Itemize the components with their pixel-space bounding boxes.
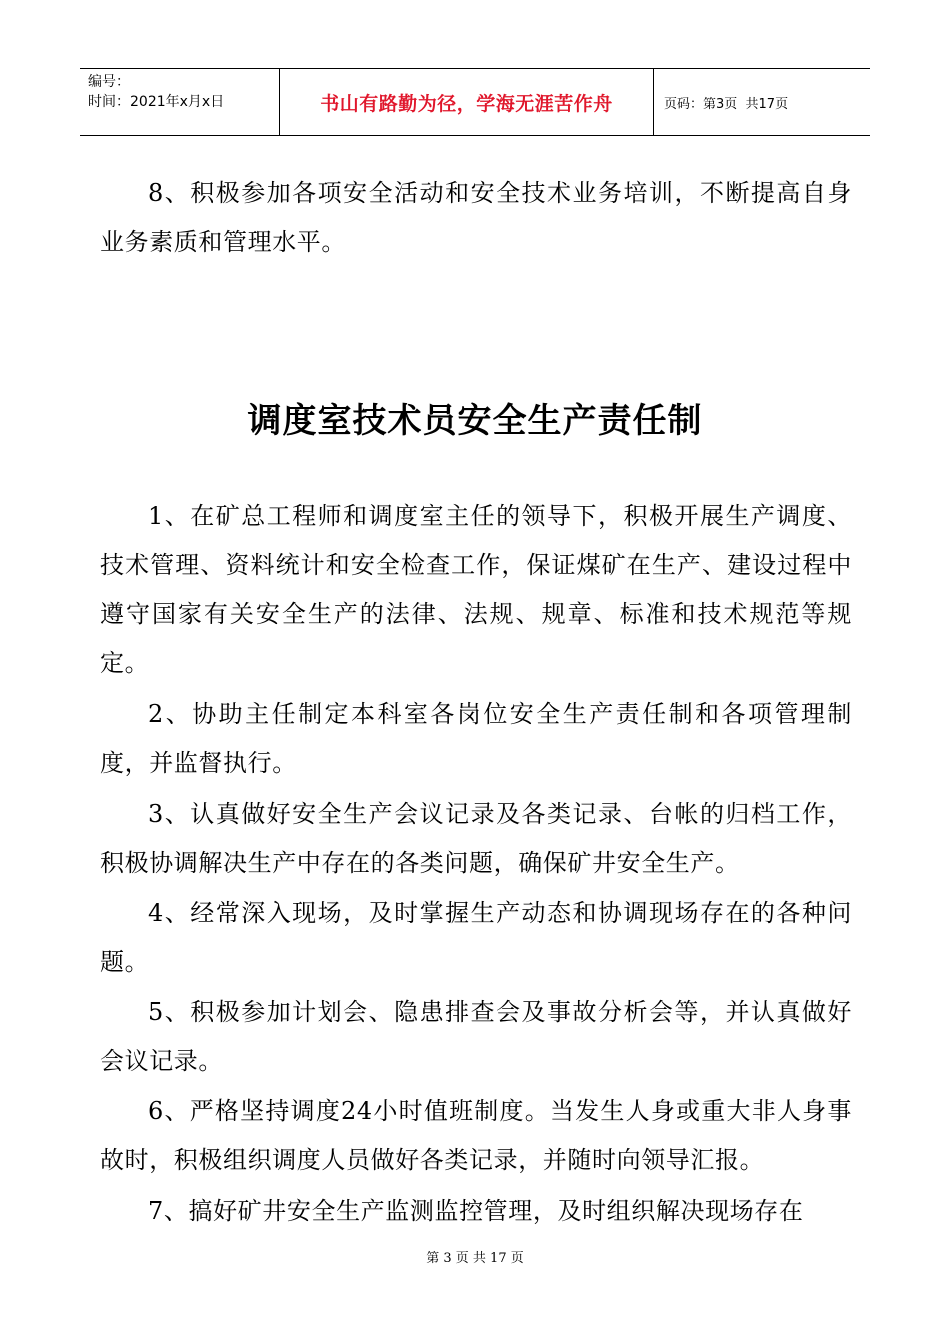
header-meta <box>80 69 280 135</box>
carryover-paragraph: 8、积极参加各项安全活动和安全技术业务培训，不断提高自身业务素质和管理水平。 <box>100 179 852 256</box>
page-info-text: 页码：第3页 共17页 <box>664 96 789 112</box>
document-number-label: 编号： <box>88 74 130 90</box>
section-title: 调度室技术员安全生产责任制 <box>247 401 703 441</box>
page-footer: 第 3 页 共 17 页 <box>426 1251 524 1266</box>
paragraph-7: 7、搞好矿井安全生产监测监控管理，及时组织解决现场存在 <box>148 1197 804 1225</box>
document-header <box>80 68 870 136</box>
header-page-info <box>654 69 870 135</box>
paragraph-4: 4、经常深入现场，及时掌握生产动态和协调现场存在的各种问题。 <box>100 899 852 976</box>
paragraph-5: 5、积极参加计划会、隐患排查会及事故分析会等，并认真做好会议记录。 <box>100 998 852 1075</box>
paragraph-6: 6、严格坚持调度24小时值班制度。当发生人身或重大非人身事故时，积极组织调度人员做好各类记录，并随时向领导汇报。 <box>100 1097 852 1174</box>
paragraph-2: 2、协助主任制定本科室各岗位安全生产责任制和各项管理制度，并监督执行。 <box>100 700 852 777</box>
header-motto: 书山有路勤为径，学海无涯苦作舟 <box>280 69 654 135</box>
paragraph-1: 1、在矿总工程师和调度室主任的领导下，积极开展生产调度、技术管理、资料统计和安全检查工作，保证煤矿在生产、建设过程中遵守国家有关安全生产的法律、法规、规章、标准和技术规范等规定。 <box>100 502 852 677</box>
paragraph-3: 3、认真做好安全生产会议记录及各类记录、台帐的归档工作，积极协调解决生产中存在的各类问题，确保矿井安全生产。 <box>100 800 852 877</box>
document-time-label: 时间：2021年x月x日 <box>88 94 225 110</box>
